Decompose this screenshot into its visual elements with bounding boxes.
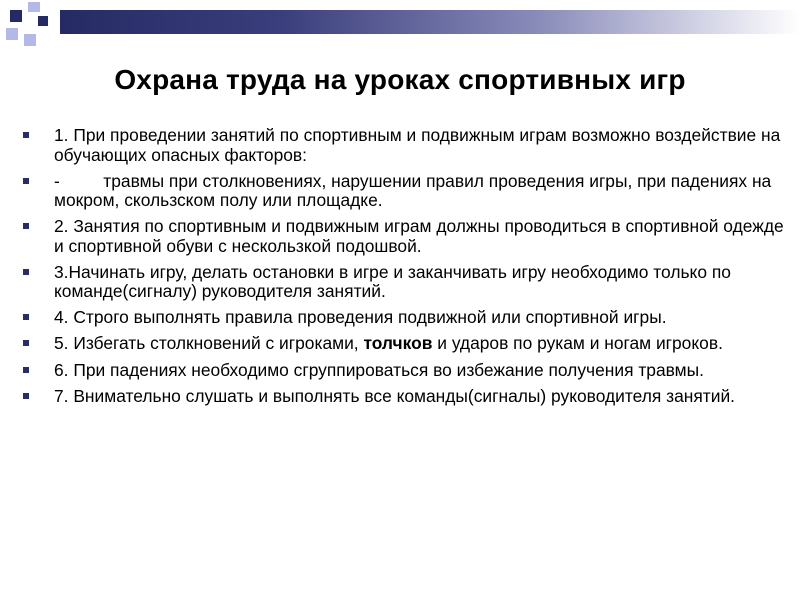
list-item <box>22 217 792 256</box>
square-bullet-icon <box>23 314 29 320</box>
square-dark-small <box>38 16 48 26</box>
list-item-text: 7. Внимательно слушать и выполнять все команды(сигналы) руководителя занятий. <box>54 385 736 406</box>
header-gradient-bar <box>60 10 800 34</box>
square-light-top <box>28 2 40 12</box>
square-bullet-icon <box>23 178 29 184</box>
list-item-text-before: 5. Избегать столкновений с игроками, <box>54 333 364 354</box>
list-item-text: 1. При проведении занятий по спортивным и подвижным играм возможно воздействие на обучающих опасных факторов: <box>54 125 781 165</box>
list-item-text: 4. Строго выполнять правила проведения подвижной или спортивной игры. <box>54 307 667 328</box>
list-item-text: 6. При падениях необходимо сгруппироваться во избежание получения травмы. <box>54 359 704 380</box>
square-bullet-icon <box>23 223 29 229</box>
square-bullet-icon <box>23 132 29 138</box>
list-item-bold-text: толчков <box>363 333 433 354</box>
square-light-bottom <box>24 34 36 46</box>
list-item-text: 2. Занятия по спортивным и подвижным играм должны проводиться в спортивной одежде и спортивной обуви с нескользкой подошвой. <box>54 216 784 256</box>
bullet-list <box>22 126 792 413</box>
list-item-text-after: и ударов по рукам и ногам игроков. <box>432 333 723 354</box>
list-item <box>22 387 792 407</box>
list-item-text: - травмы при столкновениях, нарушении правил проведения игры, при падениях на мокром, скользском полу или площадке. <box>54 170 777 211</box>
list-item-text: 3.Начинать игру, делать остановки в игре и заканчивать игру необходимо только по команде(сигналу) руководителя занятий. <box>54 261 731 302</box>
square-bullet-icon <box>23 340 29 346</box>
list-item <box>22 172 792 211</box>
square-bullet-icon <box>23 393 29 399</box>
slide-title: Охрана труда на уроках спортивных игр <box>114 64 686 95</box>
list-item-text <box>54 333 723 353</box>
list-item <box>22 308 792 328</box>
square-light-bottom-left <box>6 28 18 40</box>
list-item <box>22 263 792 302</box>
list-item <box>22 126 792 165</box>
corner-squares-decoration <box>0 0 60 50</box>
square-dark-top-left <box>10 10 22 22</box>
list-item <box>22 361 792 381</box>
square-bullet-icon <box>23 269 29 275</box>
square-bullet-icon <box>23 367 29 373</box>
list-item <box>22 334 792 354</box>
